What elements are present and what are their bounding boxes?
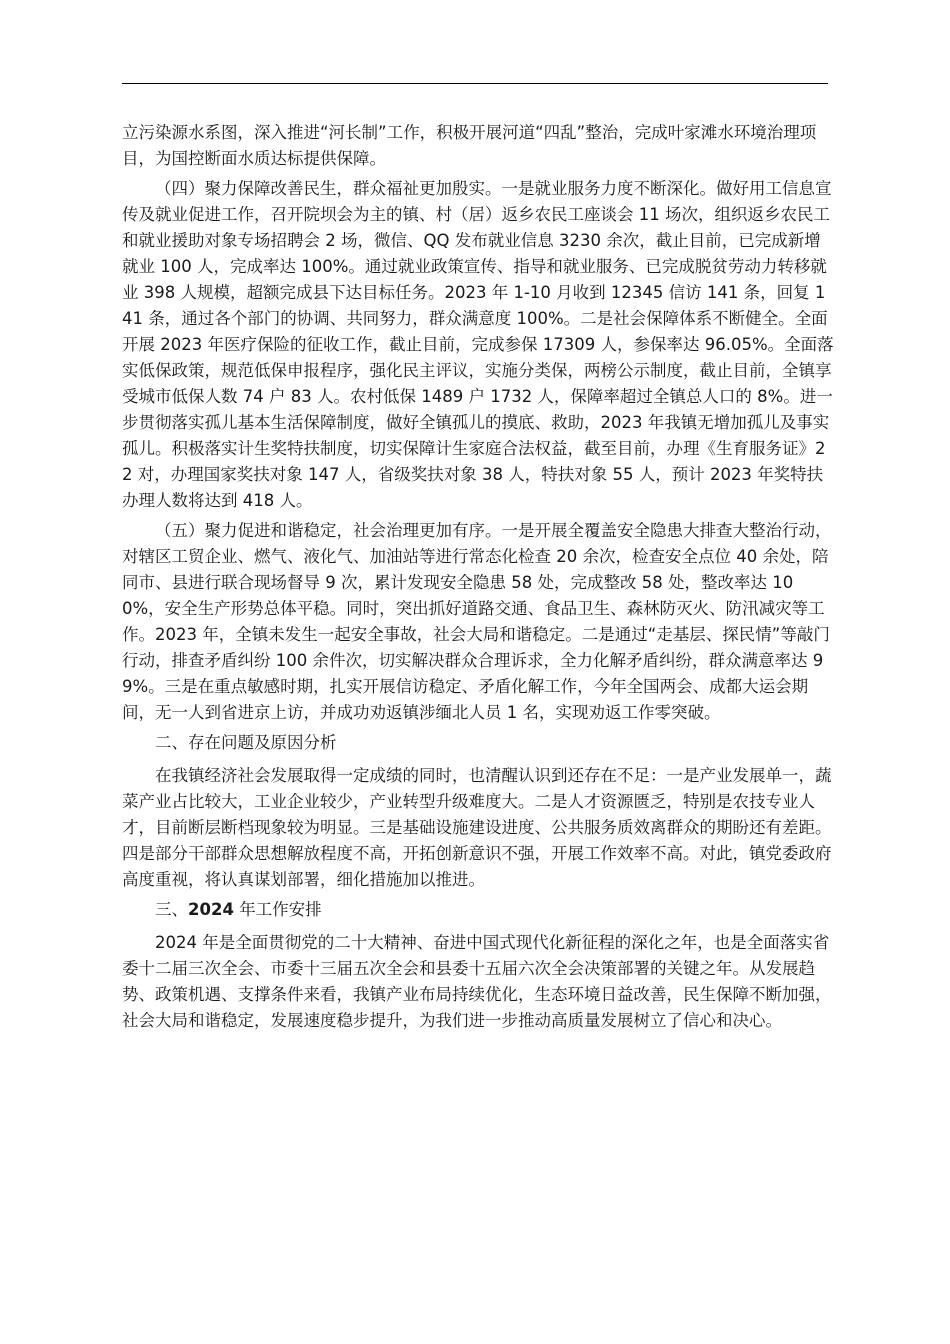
heading-2024-prefix: 三、 [155, 900, 188, 919]
heading-2024-year: 2024 [188, 900, 234, 919]
heading-problems: 二、存在问题及原因分析 [155, 733, 337, 752]
paragraph-continued: 立污染源水系图，深入推进“河长制”工作，积极开展河道“四乱”整治，完成叶家滩水环境治理项目，为国控断面水质达标提供保障。 [122, 123, 817, 168]
heading-2024-suffix: 年工作安排 [233, 900, 322, 919]
header-rule [122, 83, 828, 84]
heading-2024-plan [122, 897, 834, 923]
document-body [122, 120, 834, 1038]
paragraph-problems: 在我镇经济社会发展取得一定成绩的同时，也清醒认识到还存在不足：一是产业发展单一，蔬菜产业占比较大，工业企业较少，产业转型升级难度大。二是人才资源匮乏，特别是农技专业人才，目前断层断档现象较为明显。三是基础设施建设进度、公共服务质效离群众的期盼还有差距。四是部分干部群众思想解放程度不高，开拓创新意识不强，开展工作效率不高。对此，镇党委政府高度重视，将认真谋划部署，细化措施加以推进。 [122, 766, 832, 889]
paragraph-section-five: （五）聚力促进和谐稳定，社会治理更加有序。一是开展全覆盖安全隐患大排查大整治行动，对辖区工贸企业、燃气、液化气、加油站等进行常态化检查 20 余次，检查安全点位 40 余处，陪同市、县进行联合现场督导 9 次，累计发现安全隐患 58 处，完成整改 58 处，整改率达 100%，安全生产形势总体平稳。同时，突出抓好道路交通、食品卫生、森林防灭火、防汛减灾等工作。2023 年，全镇未发生一起安全事故，社会大局和谐稳定。二是通过“走基层、探民情”等敲门行动，排查矛盾纠纷 100 余件次，切实解决群众合理诉求，全力化解矛盾纠纷，群众满意率达 99%。三是在重点敏感时期，扎实开展信访稳定、矛盾化解工作，今年全国两会、成都大运会期间，无一人到省进京上访，并成功劝返镇涉缅北人员 1 名，实现劝返工作零突破。 [122, 521, 832, 722]
paragraph-2024-plan: 2024 年是全面贯彻党的二十大精神、奋进中国式现代化新征程的深化之年，也是全面落实省委十二届三次全会、市委十三届五次全会和县委十五届六次全会决策部署的关键之年。从发展趋势、政策机遇、支撑条件来看，我镇产业布局持续优化，生态环境日益改善，民生保障不断加强，社会大局和谐稳定，发展速度稳步提升，为我们进一步推动高质量发展树立了信心和决心。 [122, 933, 832, 1030]
paragraph-section-four: （四）聚力保障改善民生，群众福祉更加殷实。一是就业服务力度不断深化。做好用工信息宣传及就业促进工作，召开院坝会为主的镇、村（居）返乡农民工座谈会 11 场次，组织返乡农民工和就业援助对象专场招聘会 2 场，微信、QQ 发布就业信息 3230 余次，截止目前，已完成新增就业 100 人，完成率达 100%。通过就业政策宣传、指导和就业服务、已完成脱贫劳动力转移就业 398 人规模，超额完成县下达目标任务。2023 年 1-10 月收到 12345 信访 141 条，回复 141 条，通过各个部门的协调、共同努力，群众满意度 100%。二是社会保障体系不断健全。全面开展 2023 年医疗保险的征收工作，截止目前，完成参保 17309 人，参保率达 96.05%。全面落实低保政策，规范低保申报程序，强化民主评议，实施分类保，两榜公示制度，截止目前，全镇享受城市低保人数 74 户 83 人。农村低保 1489 户 1732 人，保障率超过全镇总人口的 8%。进一步贯彻落实孤儿基本生活保障制度，做好全镇孤儿的摸底、救助，2023 年我镇无增加孤儿及事实孤儿。积极落实计生奖特扶制度，切实保障计生家庭合法权益，截至目前，办理《生育服务证》22 对，办理国家奖扶对象 147 人，省级奖扶对象 38 人，特扶对象 55 人，预计 2023 年奖特扶办理人数将达到 418 人。 [122, 179, 834, 510]
